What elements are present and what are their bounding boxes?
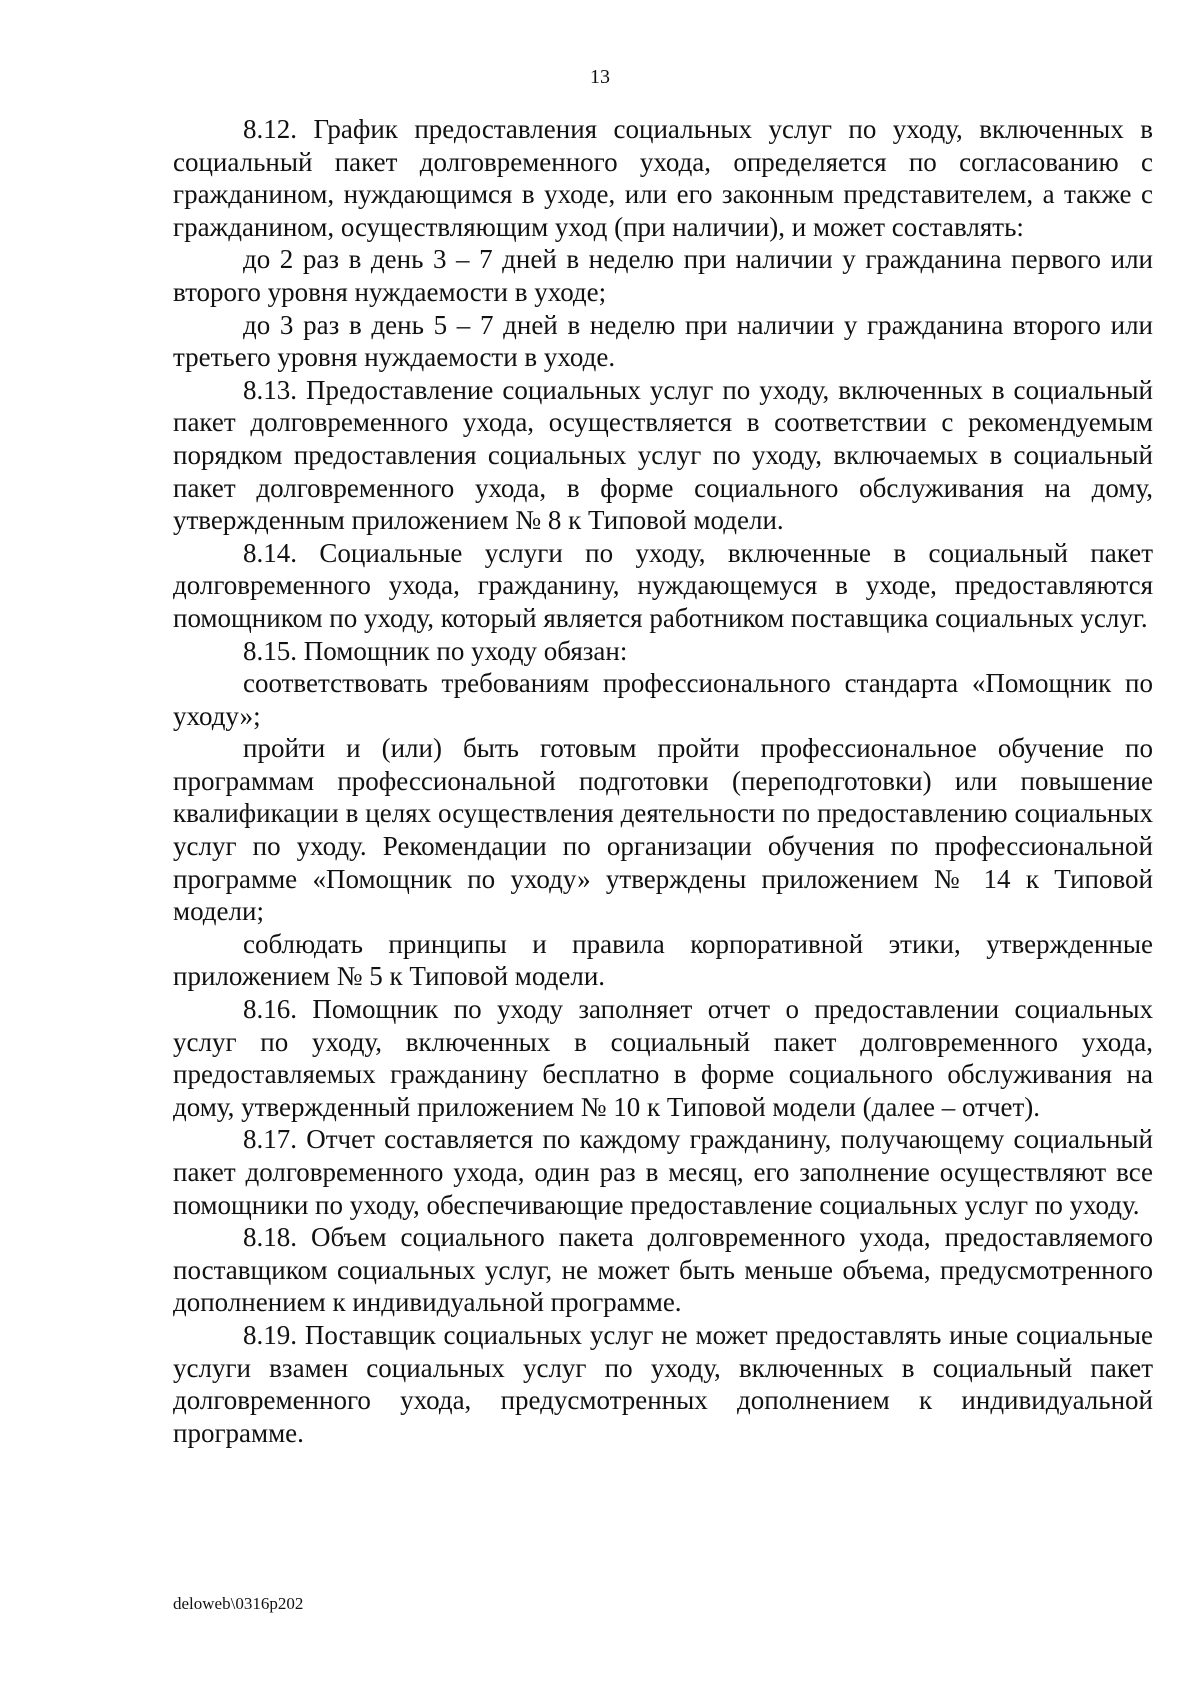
- paragraph-8-12-item-1: до 2 раз в день 3 – 7 дней в неделю при наличии у гражданина первого или второго уровня нуждаемости в уходе;: [173, 244, 1153, 307]
- paragraph-8-15: 8.15. Помощник по уходу обязан:: [243, 635, 628, 666]
- footer-document-code: deloweb\0316p202: [173, 1594, 304, 1613]
- paragraph-8-12: 8.12. График предоставления социальных услуг по уходу, включенных в социальный пакет долговременного ухода, определяется по согласованию с гражданином, нуждающимся в уходе, или его законным представителем, а также с гражданином, осуществляющим уход (при наличии), и может составлять:: [173, 114, 1153, 242]
- paragraph-8-18: 8.18. Объем социального пакета долговременного ухода, предоставляемого поставщиком социальных услуг, не может быть меньше объема, предусмотренного дополнением к индивидуальной программе.: [173, 1222, 1153, 1318]
- paragraph-8-19: 8.19. Поставщик социальных услуг не может предоставлять иные социальные услуги взамен социальных услуг по уходу, включенных в социальный пакет долговременного ухода, предусмотренных дополнением к индивидуальной программе.: [173, 1319, 1153, 1448]
- paragraph-8-13: 8.13. Предоставление социальных услуг по уходу, включенных в социальный пакет долговременного ухода, осуществляется в соответствии с рекомендуемым порядком предоставления социальных услуг по уходу, включаемых в социальный пакет долговременного ухода, в форме социального обслуживания на дому, утвержденным приложением № 8 к Типовой модели.: [173, 374, 1153, 536]
- document-body: [173, 113, 1153, 1449]
- paragraph-8-15-item-1: соответствовать требованиям профессионального стандарта «Помощник по уходу»;: [173, 668, 1153, 731]
- paragraph-8-15-item-3: соблюдать принципы и правила корпоративной этики, утвержденные приложением № 5 к Типовой модели.: [173, 928, 1153, 992]
- page-number: 13: [590, 66, 610, 88]
- paragraph-8-16: 8.16. Помощник по уходу заполняет отчет о предоставлении социальных услуг по уходу, включенных в социальный пакет долговременного ухода, предоставляемых гражданину бесплатно в форме социального обслуживания на дому, утвержденный приложением № 10 к Типовой модели (далее – отчет).: [173, 994, 1153, 1122]
- paragraph-8-15-item-2: пройти и (или) быть готовым пройти профессиональное обучение по программам профессиональной подготовки (переподготовки) или повышение квалификации в целях осуществления деятельности по предоставлению социальных услуг по уходу. Рекомендации по организации обучения по профессиональной программе «Помощник по уходу» утверждены приложением № 14 к Типовой модели;: [173, 733, 1153, 927]
- paragraph-8-12-item-2: до 3 раз в день 5 – 7 дней в неделю при наличии у гражданина второго или третьего уровня нуждаемости в уходе.: [173, 309, 1153, 373]
- paragraph-8-17: 8.17. Отчет составляется по каждому гражданину, получающему социальный пакет долговременного ухода, один раз в месяц, его заполнение осуществляют все помощники по уходу, обеспечивающие предоставление социальных услуг по уходу.: [173, 1124, 1153, 1220]
- paragraph-8-14: 8.14. Социальные услуги по уходу, включенные в социальный пакет долговременного ухода, гражданину, нуждающемуся в уходе, предоставляются помощником по уходу, который является работником поставщика социальных услуг.: [173, 537, 1153, 633]
